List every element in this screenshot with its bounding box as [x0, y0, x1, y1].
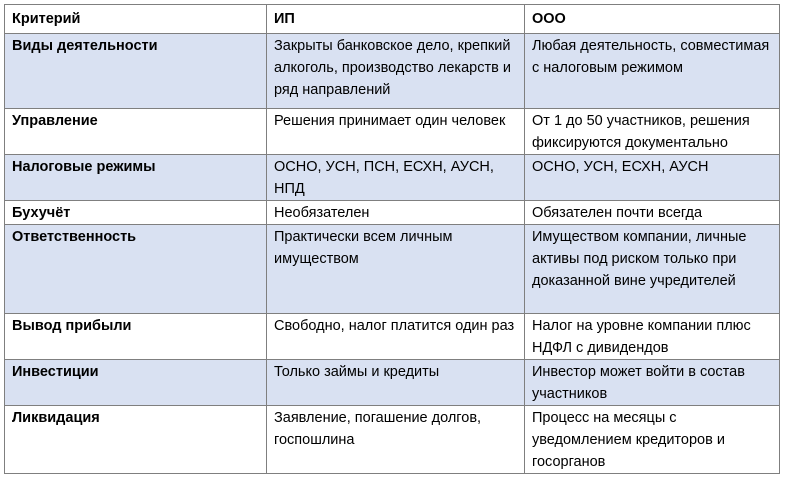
ooo-cell: Имуществом компании, личные активы под риском только при доказанной вине учредителей: [525, 225, 780, 314]
ip-cell: Решения принимает один человек: [267, 109, 525, 155]
ooo-cell: От 1 до 50 участников, решения фиксируются документально: [525, 109, 780, 155]
table-row: [5, 406, 780, 474]
table-row: [5, 34, 780, 109]
table-row: [5, 360, 780, 406]
table-row: [5, 314, 780, 360]
ip-cell: Закрыты банковское дело, крепкий алкоголь, производство лекарств и ряд направлений: [267, 34, 525, 109]
criterion-cell: Виды деятельности: [5, 34, 267, 109]
criterion-cell: Управление: [5, 109, 267, 155]
ip-cell: Необязателен: [267, 201, 525, 225]
ooo-cell: Инвестор может войти в состав участников: [525, 360, 780, 406]
comparison-table: [4, 4, 780, 474]
column-header-ooo: ООО: [525, 5, 780, 34]
table-row: [5, 155, 780, 201]
criterion-cell: Ликвидация: [5, 406, 267, 474]
header-row: [5, 5, 780, 34]
table-row: [5, 201, 780, 225]
criterion-cell: Бухучёт: [5, 201, 267, 225]
column-header-ip: ИП: [267, 5, 525, 34]
criterion-cell: Налоговые режимы: [5, 155, 267, 201]
table-row: [5, 109, 780, 155]
ooo-cell: Любая деятельность, совместимая с налоговым режимом: [525, 34, 780, 109]
ip-cell: Только займы и кредиты: [267, 360, 525, 406]
ip-cell: Свободно, налог платится один раз: [267, 314, 525, 360]
column-header-criterion: Критерий: [5, 5, 267, 34]
ip-cell: Практически всем личным имуществом: [267, 225, 525, 314]
criterion-cell: Инвестиции: [5, 360, 267, 406]
ooo-cell: Процесс на месяцы с уведомлением кредиторов и госорганов: [525, 406, 780, 474]
ooo-cell: Налог на уровне компании плюс НДФЛ с дивидендов: [525, 314, 780, 360]
table-row: [5, 225, 780, 314]
ip-cell: ОСНО, УСН, ПСН, ЕСХН, АУСН, НПД: [267, 155, 525, 201]
ip-cell: Заявление, погашение долгов, госпошлина: [267, 406, 525, 474]
ooo-cell: ОСНО, УСН, ЕСХН, АУСН: [525, 155, 780, 201]
criterion-cell: Ответственность: [5, 225, 267, 314]
criterion-cell: Вывод прибыли: [5, 314, 267, 360]
ooo-cell: Обязателен почти всегда: [525, 201, 780, 225]
